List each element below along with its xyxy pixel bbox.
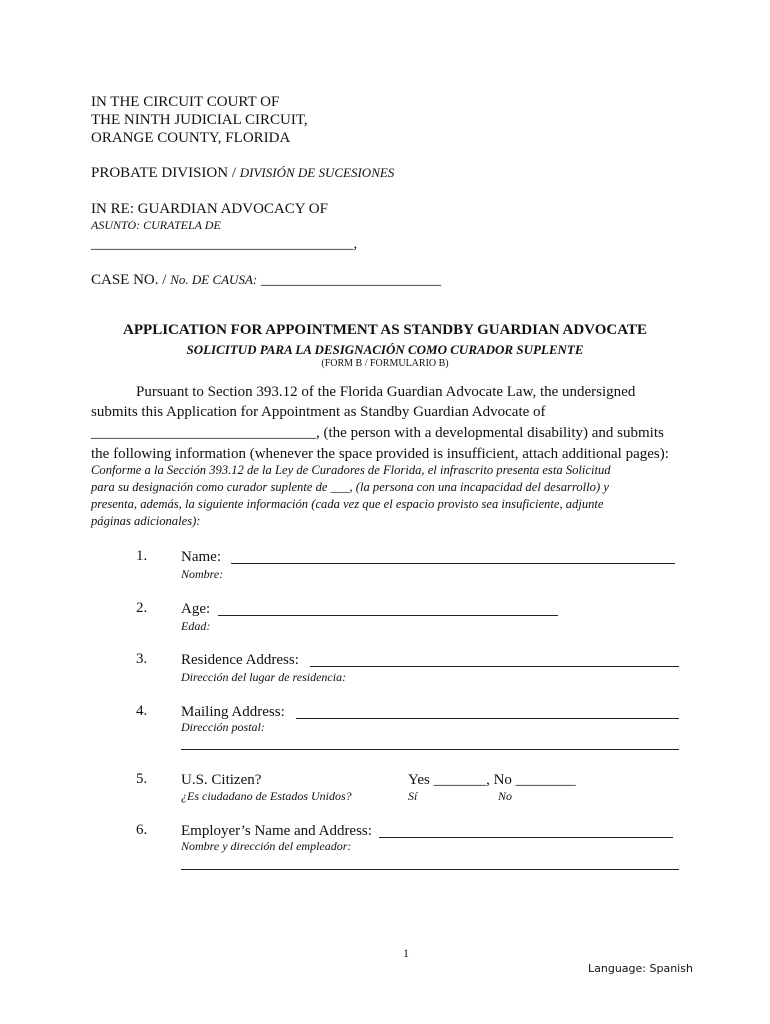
intro-es-4: páginas adicionales):: [91, 514, 201, 528]
case-no-en: CASE NO. /: [91, 272, 171, 288]
case-no-line: [91, 271, 441, 289]
intro-line-4: the following information (whenever the space provided is insufficient, attach additional pages):: [91, 446, 669, 462]
mailing-address-field-line-2[interactable]: [181, 749, 679, 750]
employer-field[interactable]: [379, 837, 673, 838]
item-number: 2.: [136, 600, 148, 616]
item-number: 5.: [136, 771, 148, 787]
intro-es-3: presenta, además, la siguiente información (cada vez que el espacio provisto sea insuficiente, adjunte: [91, 497, 604, 511]
employer-label: Employer’s Name and Address:: [181, 823, 372, 839]
intro-line-3: ______________________________, (the person with a developmental disability) and submits: [91, 425, 664, 441]
item-number: 3.: [136, 651, 148, 667]
intro-line-2: submits this Application for Appointment as Standby Guardian Advocate of: [91, 404, 546, 420]
division-en: PROBATE DIVISION /: [91, 165, 240, 181]
citizen-si-label: Sí: [408, 789, 418, 803]
employer-field-line-2[interactable]: [181, 869, 679, 870]
residence-address-field[interactable]: [310, 666, 679, 667]
employer-label-es: Nombre y dirección del empleador:: [181, 839, 352, 853]
in-re-en: IN RE: GUARDIAN ADVOCACY OF: [91, 201, 328, 217]
court-line-2: THE NINTH JUDICIAL CIRCUIT,: [91, 112, 308, 128]
court-line-3: ORANGE COUNTY, FLORIDA: [91, 130, 291, 146]
item-number: 1.: [136, 548, 148, 564]
in-re-es: ASUNTO: CURATELA DE: [91, 218, 221, 232]
intro-es-2: para su designación como curador suplente de ___, (la persona con una incapacidad del desarrollo) y: [91, 480, 609, 494]
mailing-address-label-es: Dirección postal:: [181, 720, 265, 734]
age-field[interactable]: [218, 615, 558, 616]
case-no-blank: ________________________: [260, 272, 441, 288]
name-label: Name:: [181, 549, 221, 565]
title-en: APPLICATION FOR APPOINTMENT AS STANDBY GUARDIAN ADVOCATE: [123, 322, 647, 338]
intro-line-1: Pursuant to Section 393.12 of the Florida Guardian Advocate Law, the undersigned: [136, 384, 636, 400]
citizen-yes-no-field[interactable]: Yes _______, No ________: [408, 772, 576, 788]
name-field[interactable]: [231, 563, 675, 564]
name-label-es: Nombre:: [181, 567, 224, 581]
mailing-address-label: Mailing Address:: [181, 704, 285, 720]
citizen-label: U.S. Citizen?: [181, 772, 262, 788]
in-re-blank: ___________________________________,: [91, 236, 358, 252]
mailing-address-field[interactable]: [296, 718, 679, 719]
page-number: 1: [403, 946, 409, 960]
intro-es-1: Conforme a la Sección 393.12 de la Ley de Curadores de Florida, el infrascrito presenta esta Solicitud: [91, 463, 611, 477]
form-label: (FORM B / FORMULARIO B): [321, 358, 449, 369]
residence-address-label: Residence Address:: [181, 652, 299, 668]
item-number: 4.: [136, 703, 148, 719]
item-number: 6.: [136, 822, 148, 838]
residence-address-label-es: Dirección del lugar de residencia:: [181, 670, 347, 684]
age-label-es: Edad:: [181, 619, 211, 633]
court-line-1: IN THE CIRCUIT COURT OF: [91, 94, 280, 110]
citizen-label-es: ¿Es ciudadano de Estados Unidos?: [181, 789, 352, 803]
title-es: SOLICITUD PARA LA DESIGNACIÓN COMO CURADOR SUPLENTE: [186, 342, 584, 357]
citizen-no-label: No: [498, 789, 513, 803]
case-no-es: No. DE CAUSA:: [170, 272, 258, 287]
language-label: Language: Spanish: [588, 962, 693, 975]
age-label: Age:: [181, 601, 211, 617]
division-es: DIVISIÓN DE SUCESIONES: [239, 165, 395, 180]
division-line: [91, 164, 394, 182]
